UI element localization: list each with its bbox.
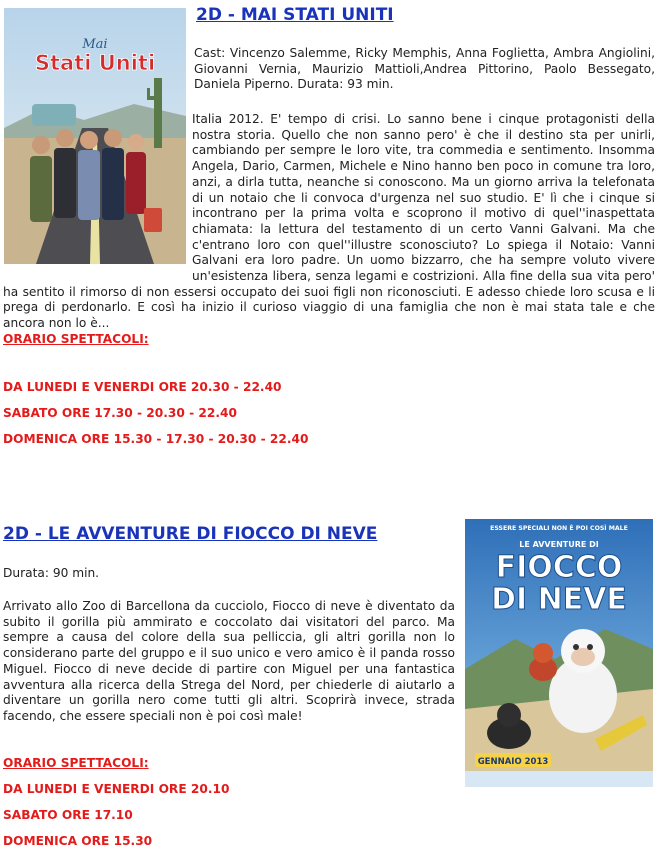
movie2-orario-heading[interactable] [3, 756, 149, 770]
movie2-durata: Durata: 90 min. [3, 566, 100, 580]
movie1-orario-colon: : [143, 331, 149, 346]
movie2-schedule-weekday: DA LUNEDI E VENERDI ORE 20.10 [3, 782, 230, 796]
movie1-cast: Cast: Vincenzo Salemme, Ricky Memphis, Anna Foglietta, Ambra Angiolini, Giovanni Vernia, Maurizio Mattioli,Andrea Pittorino, Paolo Bessegato, Daniela Piperno. Durata: 93 min. [194, 46, 655, 92]
movie2-plot: Arrivato allo Zoo di Barcellona da cucciolo, Fiocco di neve è diventato da subito il gorilla più ammirato e coccolato dai visitatori del parco. Ma sempre a causa del colore della sua pelliccia, gli altri gorilla non lo considerano parte del gruppo e il suo unico e vero amico è il panda rosso Miguel. Fiocco di neve decide di partire con Miguel per una fantastica avventura alla ricerca della Strega del Nord, per chiederle di aiutarlo a diventare un gorilla nero come tutti gli altri. Scoprirà invece, strada facendo, che essere speciali non è poi così male! [3, 599, 455, 723]
movie1-schedule-sunday: DOMENICA ORE 15.30 - 17.30 - 20.30 - 22.40 [3, 432, 309, 446]
svg-text:Stati Uniti: Stati Uniti [34, 51, 156, 75]
movie1-schedule-weekday: DA LUNEDI E VENERDI ORE 20.30 - 22.40 [3, 380, 282, 394]
movie2-poster-date: GENNAIO 2013 [477, 757, 549, 767]
movie2-schedule-sunday: DOMENICA ORE 15.30 [3, 834, 153, 848]
movie1-title-link[interactable]: 2D - MAI STATI UNITI [196, 5, 394, 25]
movie2-poster-tagline: ESSERE SPECIALI NON È POI COSÌ MALE [490, 525, 628, 532]
movie2-orario-colon: : [143, 756, 149, 770]
movie2-poster-title-1: FIOCCO [495, 550, 623, 585]
movie2-orario-label: ORARIO SPETTACOLI [3, 756, 144, 770]
movie2-poster[interactable] [465, 519, 653, 787]
svg-text:Mai: Mai [82, 37, 108, 52]
movie1-orario-heading[interactable] [3, 332, 655, 346]
movie2-poster-title-2: DI NEVE [491, 582, 627, 617]
movie2-poster-pre: LE AVVENTURE DI [519, 540, 599, 549]
movie1-schedule-saturday: SABATO ORE 17.30 - 20.30 - 22.40 [3, 406, 237, 420]
movie2-poster-art [465, 519, 653, 787]
movie1-plot: Italia 2012. E' tempo di crisi. Lo sanno bene i cinque protagonisti della nostra storia. Quello che non sanno pero' è che il destino sta per unirli, cambiando per sempre le loro vite, tra commedia e sentimento. Insomma Angela, Dario, Carmen, Michele e Nino hanno ben poco in comune tra loro, anzi, a dirla tutta, neanche si conoscono. Ma un giorno arriva la telefonata di un notaio che li convoca d'urgenza nel suo studio. E' lì che i cinque si incontrano per la prima volta e scoprono il motivo di quel''inaspettata chiamata: la lettura del testamento di un certo Vanni Galvani. Ma che c'entrano loro con quel''illustre sconosciuto? Lo spiega il Notaio: Vanni Galvani era loro padre. Un uomo bizzarro, che ha sempre voluto vivere un'esistenza libera, senza legami e costrizioni. Alla fine della sua vita pero' ha sentito il rimorso di non essersi occupato dei suoi figli non riconosciuti. E adesso chiede loro scusa e li prega di perdonarlo. E così ha inizio il curioso viaggio di una famiglia che non è mai stata tale e che ancora non lo è... [3, 112, 655, 331]
poster-wrap-space [3, 112, 192, 272]
movie2-schedule-saturday: SABATO ORE 17.10 [3, 808, 133, 822]
movie1-plot-block [3, 112, 655, 346]
movie2-title-link[interactable]: 2D - LE AVVENTURE DI FIOCCO DI NEVE [3, 524, 378, 544]
movie1-orario-label: ORARIO SPETTACOLI [3, 331, 144, 346]
